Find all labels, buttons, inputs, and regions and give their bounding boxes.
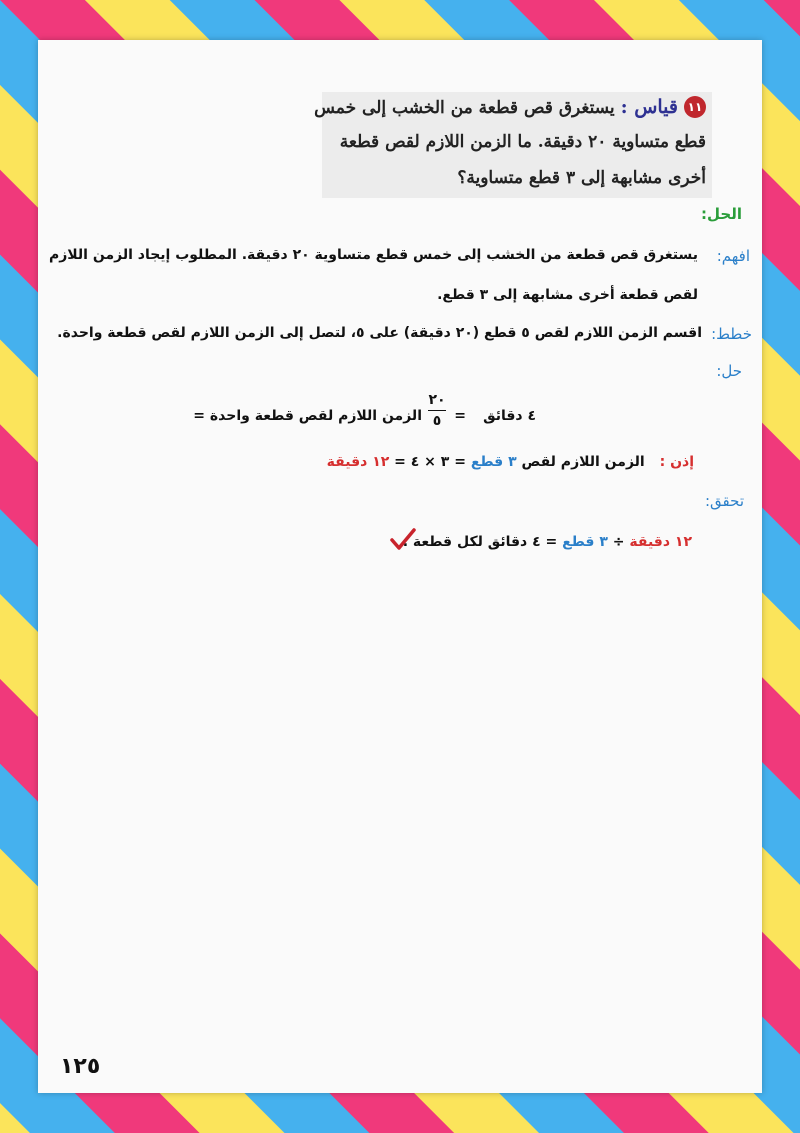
check-div: ÷ [612,534,625,550]
checkmark-icon [390,528,416,552]
fraction-denominator: ٥ [432,413,442,429]
page-content [38,40,762,1093]
equation-2 [327,454,694,470]
solve-label: حل: [716,362,742,380]
check-label: تحقق: [704,492,744,510]
understand-line-2: لقص قطعة أخرى مشابهة إلى ٣ قطع. [437,287,698,303]
worksheet-page [38,40,762,1093]
question-line-3: أخرى مشابهة إلى ٣ قطع متساوية؟ [457,168,706,188]
check-pieces: ٣ قطع [562,534,608,550]
equation-2-result: ١٢ دقيقة [326,454,390,470]
question-number-badge: ١١ [684,96,706,118]
then-label: إذن : [659,454,694,470]
question-line-1 [314,96,678,118]
understand-line-1: يستغرق قص قطعة من الخشب إلى خمس قطع متساوية ٢٠ دقيقة. المطلوب إيجاد الزمن اللازم [48,247,698,263]
plan-text: اقسم الزمن اللازم لقص ٥ قطع (٢٠ دقيقة) على ٥، لتصل إلى الزمن اللازم لقص قطعة واحدة. [57,325,702,341]
fraction-numerator: ٢٠ [428,392,446,408]
fraction-20-over-5 [428,392,446,429]
check-minutes: ١٢ دقيقة [629,534,692,550]
equation-1 [193,408,422,424]
understand-label: افهم: [716,247,750,265]
question-text-1: يستغرق قص قطعة من الخشب إلى خمس [314,98,615,118]
solution-heading: الحل: [701,205,742,223]
plan-label: خطط: [711,325,752,343]
equation-1-result: ٤ دقائق [483,408,536,424]
equation-1-text: الزمن اللازم لقص قطعة واحدة = [193,408,422,424]
check-equation [403,534,692,550]
question-title: قياس : [620,96,678,118]
equation-2-pieces: ٣ قطع [470,454,517,470]
question-line-2: قطع متساوية ٢٠ دقيقة. ما الزمن اللازم لقص قطعة [339,132,706,152]
fraction-bar [428,410,446,411]
page-number: ١٢٥ [60,1054,101,1079]
equation-1-equals: = [454,408,466,424]
equation-2-text: الزمن اللازم لقص [521,454,645,470]
check-result: = ٤ دقائق لكل قطعة . [402,534,558,550]
equation-2-mid: = ٣ × ٤ = [394,454,466,470]
